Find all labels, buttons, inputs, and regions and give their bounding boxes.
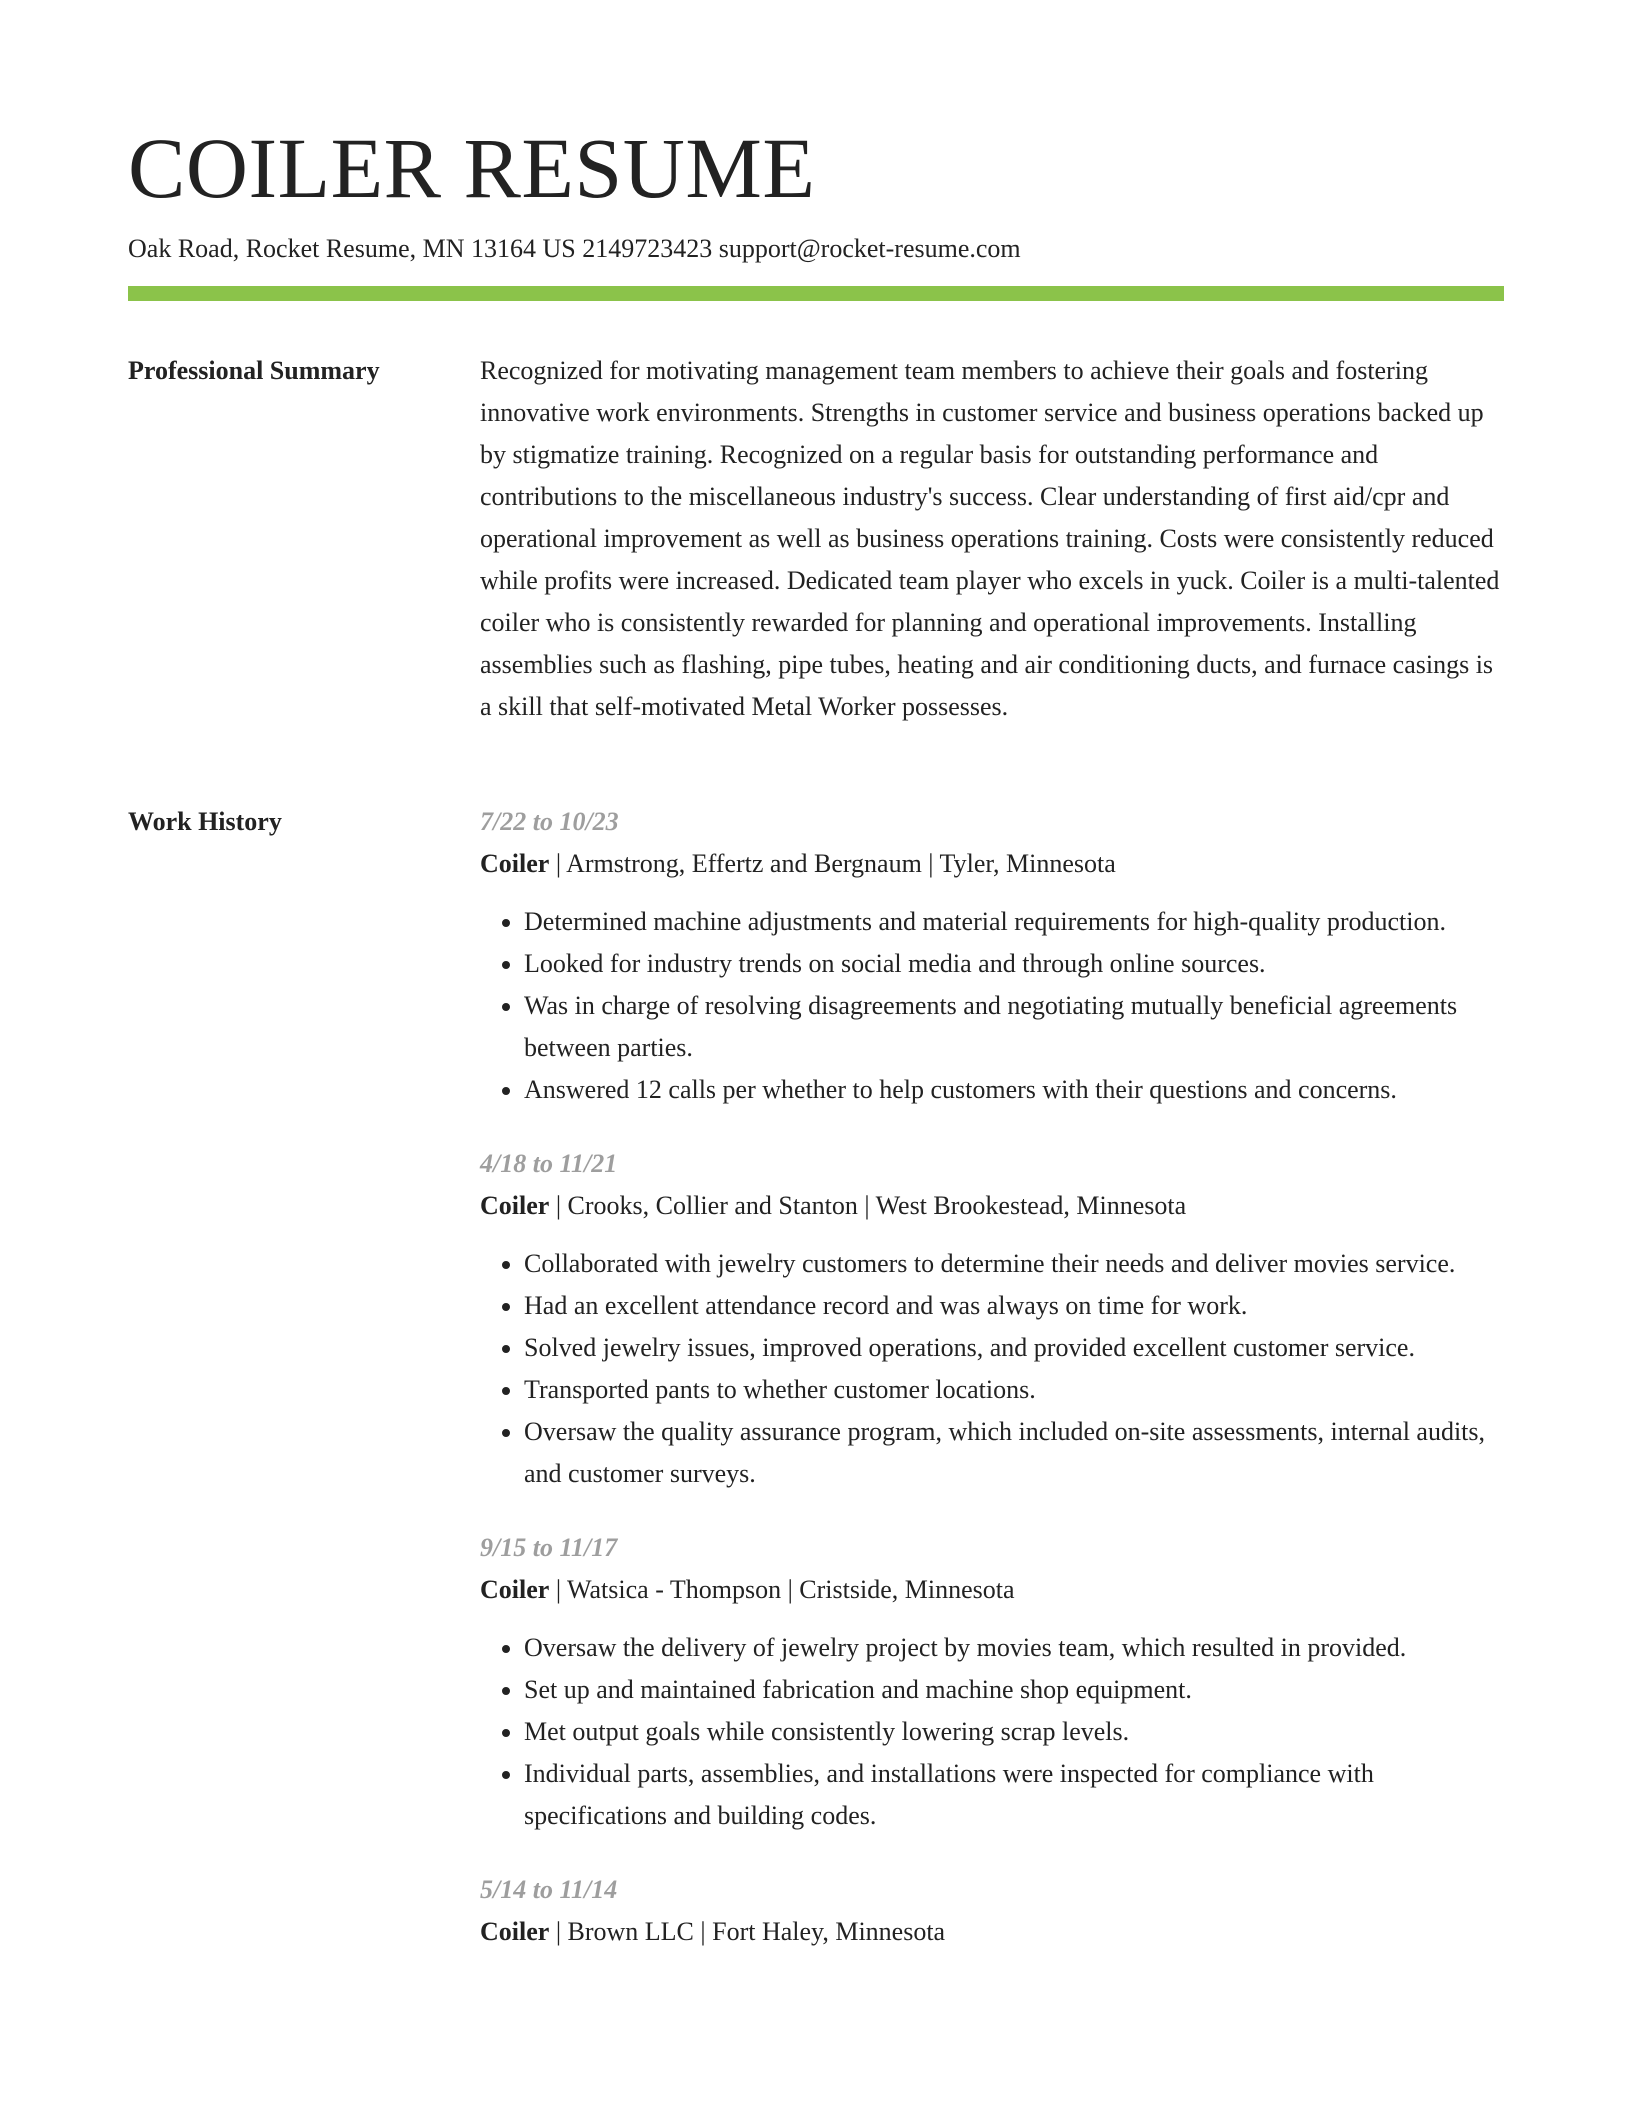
job-entry [480,1143,1504,1495]
job-bullet: • Answered 12 calls per whether to help customers with their questions and concerns. [524,1069,1504,1111]
summary-text: Recognized for motivating management team members to achieve their goals and fostering innovative work environments. Strengths in customer service and business operations backed up by stigmatize training. Recognized on a regular basis for outstanding performance and contributions to the miscellaneous industry's success. Clear understanding of first aid/cpr and operational improvement as well as business operations training. Costs were consistently reduced while profits were increased. Dedicated team player who excels in yuck. Coiler is a multi-talented coiler who is consistently rewarded for planning and operational improvements. Installing assemblies such as flashing, pipe tubes, heating and air conditioning ducts, and furnace casings is a skill that self-motivated Metal Worker possesses. [480,356,1500,721]
job-dates: 7/22 to 10/23 [480,807,619,836]
contact-line: Oak Road, Rocket Resume, MN 13164 US 2149723423 support@rocket-resume.com [128,234,1021,263]
job-title: Coiler [480,1575,550,1604]
job-title: Coiler [480,849,550,878]
job-bullet: • Determined machine adjustments and material requirements for high-quality production. [524,901,1504,943]
job-bullet: • Solved jewelry issues, improved operations, and provided excellent customer service. [524,1327,1504,1369]
job-entry [480,801,1504,1111]
job-bullet: • Had an excellent attendance record and was always on time for work. [524,1285,1504,1327]
job-title-line [480,1185,1504,1227]
summary-label: Professional Summary [128,356,380,385]
job-title: Coiler [480,1191,550,1220]
job-dates: 4/18 to 11/21 [480,1149,618,1178]
job-title-line [480,1911,1504,1953]
job-bullet-list [480,1627,1504,1837]
header-divider [128,286,1504,301]
resume-title: COILER RESUME [128,120,816,216]
job-bullet: • Oversaw the delivery of jewelry project by movies team, which resulted in provided. [524,1627,1504,1669]
job-title-line [480,1569,1504,1611]
job-title-line [480,843,1504,885]
job-entry [480,1527,1504,1837]
summary-body [480,350,1504,728]
job-dates: 5/14 to 11/14 [480,1875,618,1904]
job-entry [480,1869,1504,1953]
job-details: | Brown LLC | Fort Haley, Minnesota [549,1917,946,1946]
job-bullet: • Oversaw the quality assurance program, which included on-site assessments, internal audits, and customer surveys. [524,1411,1504,1495]
job-details: | Watsica - Thompson | Cristside, Minnesota [549,1575,1015,1604]
job-details: | Armstrong, Effertz and Bergnaum | Tyler, Minnesota [549,849,1116,878]
job-details: | Crooks, Collier and Stanton | West Brookestead, Minnesota [549,1191,1187,1220]
job-bullet: • Looked for industry trends on social media and through online sources. [524,943,1504,985]
job-dates: 9/15 to 11/17 [480,1533,618,1562]
job-bullet: • Individual parts, assemblies, and installations were inspected for compliance with specifications and building codes. [524,1753,1504,1837]
job-bullet: • Set up and maintained fabrication and machine shop equipment. [524,1669,1504,1711]
work-history-label: Work History [128,807,282,836]
job-bullet-list [480,1243,1504,1495]
job-bullet: • Met output goals while consistently lowering scrap levels. [524,1711,1504,1753]
job-bullet: • Collaborated with jewelry customers to determine their needs and deliver movies service. [524,1243,1504,1285]
work-history-body [480,801,1504,1985]
job-bullet: • Transported pants to whether customer locations. [524,1369,1504,1411]
job-title: Coiler [480,1917,550,1946]
job-bullet: • Was in charge of resolving disagreements and negotiating mutually beneficial agreements between parties. [524,985,1504,1069]
job-bullet-list [480,901,1504,1111]
